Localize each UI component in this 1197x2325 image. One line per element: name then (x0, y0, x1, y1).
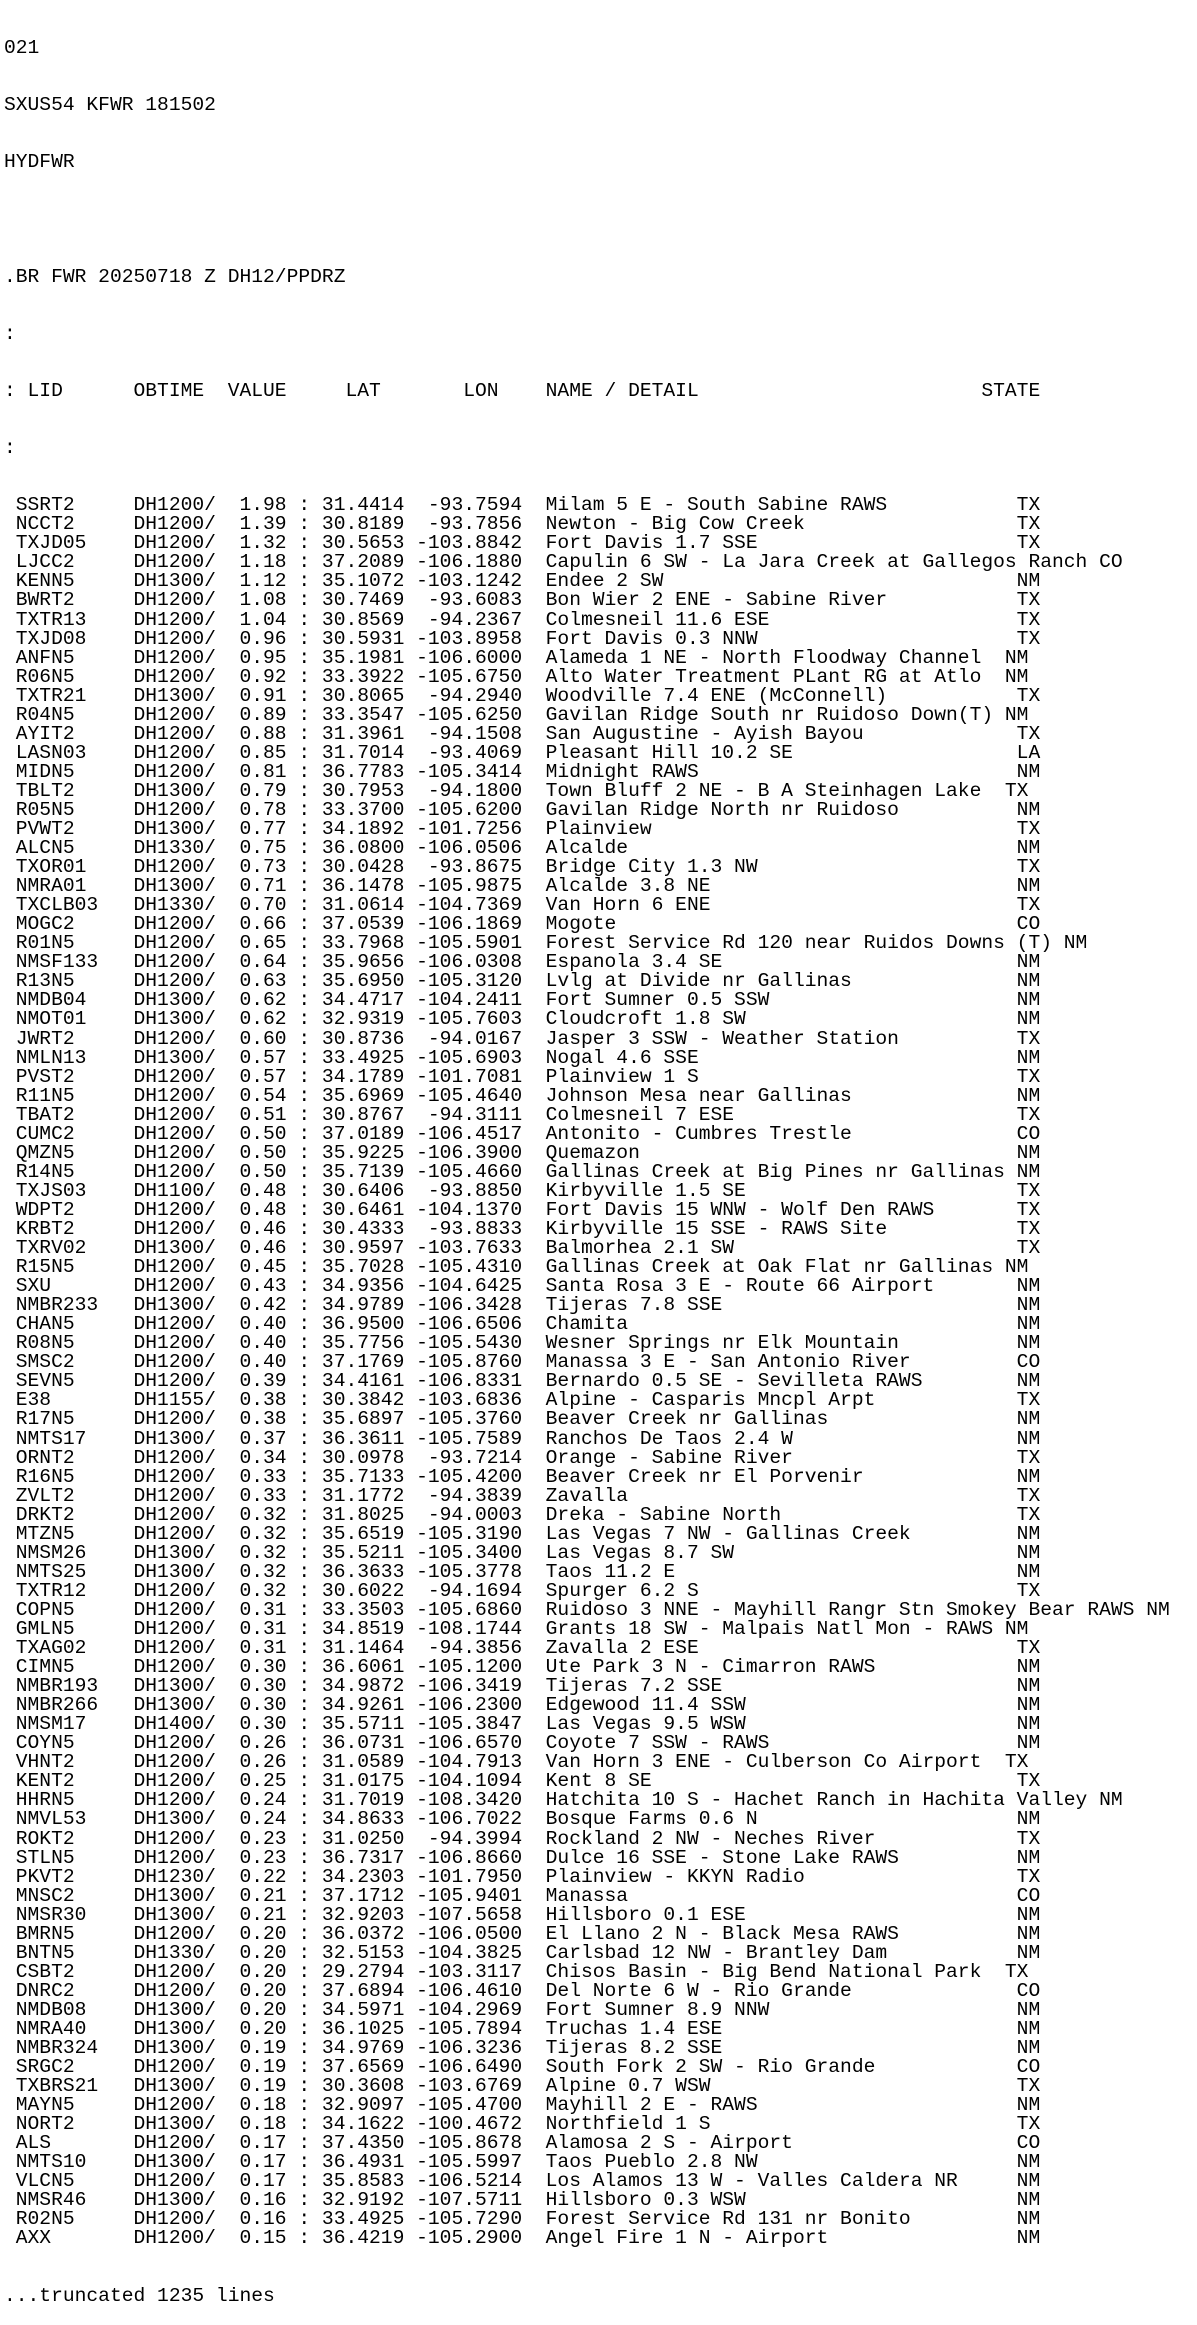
station-row: NMBR324 DH1300/ 0.19 : 34.9769 -106.3236 Tijeras 8.2 SSE NM (3, 2037, 1041, 2060)
station-row: ANFN5 DH1200/ 0.95 : 35.1981 -106.6000 Alameda 1 NE - North Floodway Channel NM (3, 646, 1029, 669)
station-row: BWRT2 DH1200/ 1.08 : 30.7469 -93.6083 Bon Wier 2 ENE - Sabine River TX (3, 589, 1041, 612)
station-row: CSBT2 DH1200/ 0.20 : 29.2794 -103.3117 Chisos Basin - Big Bend National Park TX (3, 1960, 1029, 1983)
br-header-line: .BR FWR 20250718 Z DH12/PPDRZ (3, 265, 346, 288)
station-row: QMZN5 DH1200/ 0.50 : 35.9225 -106.3900 Quemazon NM (3, 1141, 1041, 1164)
station-row: TBAT2 DH1200/ 0.51 : 30.8767 -94.3111 Colmesneil 7 ESE TX (3, 1103, 1041, 1126)
station-row: NMSM26 DH1300/ 0.32 : 35.5211 -105.3400 Las Vegas 8.7 SW NM (3, 1541, 1041, 1564)
header-product-id: HYDFWR (3, 151, 75, 174)
station-row: PVWT2 DH1300/ 0.77 : 34.1892 -101.7256 Plainview TX (3, 818, 1041, 841)
station-row: NMSM17 DH1400/ 0.30 : 35.5711 -105.3847 Las Vegas 9.5 WSW NM (3, 1713, 1041, 1736)
station-row: NMRA01 DH1300/ 0.71 : 36.1478 -105.9875 Alcalde 3.8 NE NM (3, 875, 1041, 898)
station-row: R17N5 DH1200/ 0.38 : 35.6897 -105.3760 Beaver Creek nr Gallinas NM (3, 1408, 1041, 1431)
station-row: SRGC2 DH1200/ 0.19 : 37.6569 -106.6490 South Fork 2 SW - Rio Grande CO (3, 2056, 1041, 2079)
station-row: NMBR266 DH1300/ 0.30 : 34.9261 -106.2300 Edgewood 11.4 SSW NM (3, 1694, 1041, 1717)
station-row: NMRA40 DH1300/ 0.20 : 36.1025 -105.7894 Truchas 1.4 ESE NM (3, 2017, 1041, 2040)
station-row: R02N5 DH1200/ 0.16 : 33.4925 -105.7290 Forest Service Rd 131 nr Bonito NM (3, 2208, 1041, 2231)
station-row: R14N5 DH1200/ 0.50 : 35.7139 -105.4660 Gallinas Creek at Big Pines nr Gallinas NM (3, 1160, 1041, 1183)
station-rows (4, 496, 1187, 2248)
comment-line: : (3, 322, 16, 345)
station-row: MIDN5 DH1200/ 0.81 : 36.7783 -105.3414 Midnight RAWS NM (3, 760, 1041, 783)
station-row: VHNT2 DH1200/ 0.26 : 31.0589 -104.7913 Van Horn 3 ENE - Culberson Co Airport TX (3, 1751, 1029, 1774)
station-row: TXJD08 DH1200/ 0.96 : 30.5931 -103.8958 Fort Davis 0.3 NNW TX (3, 627, 1041, 650)
station-row: ALS DH1200/ 0.17 : 37.4350 -105.8678 Alamosa 2 S - Airport CO (3, 2132, 1041, 2155)
station-row: COYN5 DH1200/ 0.26 : 36.0731 -106.6570 Coyote 7 SSW - RAWS NM (3, 1732, 1041, 1755)
station-row: E38 DH1155/ 0.38 : 30.3842 -103.6836 Alpine - Casparis Mncpl Arpt TX (3, 1389, 1041, 1412)
header-sequence: 021 (3, 37, 40, 60)
station-row: STLN5 DH1200/ 0.23 : 36.7317 -106.8660 Dulce 16 SSE - Stone Lake RAWS NM (3, 1846, 1041, 1869)
station-row: ORNT2 DH1200/ 0.34 : 30.0978 -93.7214 Orange - Sabine River TX (3, 1446, 1041, 1469)
station-row: JWRT2 DH1200/ 0.60 : 30.8736 -94.0167 Jasper 3 SSW - Weather Station TX (3, 1027, 1041, 1050)
station-row: NMDB04 DH1300/ 0.62 : 34.4717 -104.2411 Fort Sumner 0.5 SSW NM (3, 989, 1041, 1012)
station-row: ALCN5 DH1330/ 0.75 : 36.0800 -106.0506 Alcalde NM (3, 837, 1041, 860)
station-row: TXTR13 DH1200/ 1.04 : 30.8569 -94.2367 Colmesneil 11.6 ESE TX (3, 608, 1041, 631)
station-row: TXAG02 DH1200/ 0.31 : 31.1464 -94.3856 Zavalla 2 ESE TX (3, 1637, 1041, 1660)
station-row: COPN5 DH1200/ 0.31 : 33.3503 -105.6860 Ruidoso 3 NNE - Mayhill Rangr Stn Smokey Bear RAWS NM (3, 1598, 1170, 1621)
station-row: LJCC2 DH1200/ 1.18 : 37.2089 -106.1880 Capulin 6 SW - La Jara Creek at Gallegos Ranch CO (3, 551, 1123, 574)
station-row: NMSF133 DH1200/ 0.64 : 35.9656 -106.0308 Espanola 3.4 SE NM (3, 951, 1041, 974)
station-row: CHAN5 DH1200/ 0.40 : 36.9500 -106.6506 Chamita NM (3, 1313, 1041, 1336)
header-wmo-id: SXUS54 KFWR 181502 (3, 94, 216, 117)
blank-line (4, 211, 1187, 230)
station-row: SXU DH1200/ 0.43 : 34.9356 -104.6425 Santa Rosa 3 E - Route 66 Airport NM (3, 1275, 1041, 1298)
station-row: DNRC2 DH1200/ 0.20 : 37.6894 -106.4610 Del Norte 6 W - Rio Grande CO (3, 1979, 1041, 2002)
station-row: R13N5 DH1200/ 0.63 : 35.6950 -105.3120 Lvlg at Divide nr Gallinas NM (3, 970, 1041, 993)
station-row: NMBR233 DH1300/ 0.42 : 34.9789 -106.3428 Tijeras 7.8 SSE NM (3, 1294, 1041, 1317)
station-row: NMTS10 DH1300/ 0.17 : 36.4931 -105.5997 Taos Pueblo 2.8 NW NM (3, 2151, 1041, 2174)
station-row: DRKT2 DH1200/ 0.32 : 31.8025 -94.0003 Dreka - Sabine North TX (3, 1503, 1041, 1526)
station-row: R01N5 DH1200/ 0.65 : 33.7968 -105.5901 Forest Service Rd 120 near Ruidos Downs (T) NM (3, 932, 1088, 955)
station-row: CIMN5 DH1200/ 0.30 : 36.6061 -105.1200 Ute Park 3 N - Cimarron RAWS NM (3, 1656, 1041, 1679)
station-row: PVST2 DH1200/ 0.57 : 34.1789 -101.7081 Plainview 1 S TX (3, 1065, 1041, 1088)
station-row: TXRV02 DH1300/ 0.46 : 30.9597 -103.7633 Balmorhea 2.1 SW TX (3, 1237, 1041, 1260)
station-row: NMSR46 DH1300/ 0.16 : 32.9192 -107.5711 Hillsboro 0.3 WSW NM (3, 2189, 1041, 2212)
station-row: NMSR30 DH1300/ 0.21 : 32.9203 -107.5658 Hillsboro 0.1 ESE NM (3, 1903, 1041, 1926)
station-row: BNTN5 DH1330/ 0.20 : 32.5153 -104.3825 Carlsbad 12 NW - Brantley Dam NM (3, 1941, 1041, 1964)
station-row: TXCLB03 DH1330/ 0.70 : 31.0614 -104.7369 Van Horn 6 ENE TX (3, 894, 1041, 917)
station-row: TBLT2 DH1300/ 0.79 : 30.7953 -94.1800 Town Bluff 2 NE - B A Steinhagen Lake TX (3, 779, 1029, 802)
station-row: NMOT01 DH1300/ 0.62 : 32.9319 -105.7603 Cloudcroft 1.8 SW NM (3, 1008, 1041, 1031)
station-row: NMTS25 DH1300/ 0.32 : 36.3633 -105.3778 Taos 11.2 E NM (3, 1560, 1041, 1583)
station-row: KENN5 DH1300/ 1.12 : 35.1072 -103.1242 Endee 2 SW NM (3, 570, 1041, 593)
station-row: TXOR01 DH1200/ 0.73 : 30.0428 -93.8675 Bridge City 1.3 NW TX (3, 856, 1041, 879)
station-row: TXTR21 DH1300/ 0.91 : 30.8065 -94.2940 Woodville 7.4 ENE (McConnell) TX (3, 684, 1041, 707)
station-row: VLCN5 DH1200/ 0.17 : 35.8583 -106.5214 Los Alamos 13 W - Valles Caldera NR NM (3, 2170, 1041, 2193)
station-row: TXBRS21 DH1300/ 0.19 : 30.3608 -103.6769 Alpine 0.7 WSW TX (3, 2075, 1041, 2098)
station-row: SMSC2 DH1200/ 0.40 : 37.1769 -105.8760 Manassa 3 E - San Antonio River CO (3, 1351, 1041, 1374)
station-row: ZVLT2 DH1200/ 0.33 : 31.1772 -94.3839 Zavalla TX (3, 1484, 1041, 1507)
comment-line: : (3, 437, 16, 460)
station-row: KENT2 DH1200/ 0.25 : 31.0175 -104.1094 Kent 8 SE TX (3, 1770, 1041, 1793)
station-row: NCCT2 DH1200/ 1.39 : 30.8189 -93.7856 Newton - Big Cow Creek TX (3, 513, 1041, 536)
station-row: NORT2 DH1300/ 0.18 : 34.1622 -100.4672 Northfield 1 S TX (3, 2113, 1041, 2136)
column-headers: : LID OBTIME VALUE LAT LON NAME / DETAIL STATE (3, 379, 1041, 402)
station-row: MAYN5 DH1200/ 0.18 : 32.9097 -105.4700 Mayhill 2 E - RAWS NM (3, 2094, 1041, 2117)
station-row: R06N5 DH1200/ 0.92 : 33.3922 -105.6750 Alto Water Treatment PLant RG at Atlo NM (3, 665, 1029, 688)
station-row: MTZN5 DH1200/ 0.32 : 35.6519 -105.3190 Las Vegas 7 NW - Gallinas Creek NM (3, 1522, 1041, 1545)
truncation-note: ...truncated 1235 lines (3, 2284, 275, 2307)
station-row: AXX DH1200/ 0.15 : 36.4219 -105.2900 Angel Fire 1 N - Airport NM (3, 2227, 1041, 2250)
station-row: GMLN5 DH1200/ 0.31 : 34.8519 -108.1744 Grants 18 SW - Malpais Natl Mon - RAWS NM (3, 1617, 1029, 1640)
station-row: R05N5 DH1200/ 0.78 : 33.3700 -105.6200 Gavilan Ridge North nr Ruidoso NM (3, 798, 1041, 821)
station-row: CUMC2 DH1200/ 0.50 : 37.0189 -106.4517 Antonito - Cumbres Trestle CO (3, 1122, 1041, 1145)
station-row: KRBT2 DH1200/ 0.46 : 30.4333 -93.8833 Kirbyville 15 SSE - RAWS Site TX (3, 1218, 1041, 1240)
station-row: NMVL53 DH1300/ 0.24 : 34.8633 -106.7022 Bosque Farms 0.6 N NM (3, 1808, 1041, 1831)
station-row: LASN03 DH1200/ 0.85 : 31.7014 -93.4069 Pleasant Hill 10.2 SE LA (3, 741, 1041, 764)
station-row: BMRN5 DH1200/ 0.20 : 36.0372 -106.0500 El Llano 2 N - Black Mesa RAWS NM (3, 1922, 1041, 1945)
station-row: R16N5 DH1200/ 0.33 : 35.7133 -105.4200 Beaver Creek nr El Porvenir NM (3, 1465, 1041, 1488)
station-row: TXJD05 DH1200/ 1.32 : 30.5653 -103.8842 Fort Davis 1.7 SSE TX (3, 532, 1041, 555)
station-row: R08N5 DH1200/ 0.40 : 35.7756 -105.5430 Wesner Springs nr Elk Mountain NM (3, 1332, 1041, 1355)
station-row: ROKT2 DH1200/ 0.23 : 31.0250 -94.3994 Rockland 2 NW - Neches River TX (3, 1827, 1041, 1850)
station-row: R04N5 DH1200/ 0.89 : 33.3547 -105.6250 Gavilan Ridge South nr Ruidoso Down(T) NM (3, 703, 1029, 726)
station-row: MNSC2 DH1300/ 0.21 : 37.1712 -105.9401 Manassa CO (3, 1884, 1041, 1907)
station-row: R11N5 DH1200/ 0.54 : 35.6969 -105.4640 Johnson Mesa near Gallinas NM (3, 1084, 1041, 1107)
station-row: NMBR193 DH1300/ 0.30 : 34.9872 -106.3419 Tijeras 7.2 SSE NM (3, 1675, 1041, 1698)
station-row: AYIT2 DH1200/ 0.88 : 31.3961 -94.1508 San Augustine - Ayish Bayou TX (3, 722, 1041, 745)
station-row: SEVN5 DH1200/ 0.39 : 34.4161 -106.8331 Bernardo 0.5 SE - Sevilleta RAWS NM (3, 1370, 1041, 1393)
station-row: R15N5 DH1200/ 0.45 : 35.7028 -105.4310 Gallinas Creek at Oak Flat nr Gallinas NM (3, 1256, 1029, 1279)
station-row: PKVT2 DH1230/ 0.22 : 34.2303 -101.7950 Plainview - KKYN Radio TX (3, 1865, 1041, 1888)
station-row: NMTS17 DH1300/ 0.37 : 36.3611 -105.7589 Ranchos De Taos 2.4 W NM (3, 1427, 1041, 1450)
station-row: TXJS03 DH1100/ 0.48 : 30.6406 -93.8850 Kirbyville 1.5 SE TX (3, 1179, 1041, 1202)
station-row: SSRT2 DH1200/ 1.98 : 31.4414 -93.7594 Milam 5 E - South Sabine RAWS TX (3, 494, 1041, 517)
station-row: TXTR12 DH1200/ 0.32 : 30.6022 -94.1694 Spurger 6.2 S TX (3, 1579, 1041, 1602)
station-row: MOGC2 DH1200/ 0.66 : 37.0539 -106.1869 Mogote CO (3, 913, 1041, 936)
station-row: WDPT2 DH1200/ 0.48 : 30.6461 -104.1370 Fort Davis 15 WNW - Wolf Den RAWS TX (3, 1198, 1041, 1221)
station-row: NMLN13 DH1300/ 0.57 : 33.4925 -105.6903 Nogal 4.6 SSE NM (3, 1046, 1041, 1069)
station-row: NMDB08 DH1300/ 0.20 : 34.5971 -104.2969 Fort Sumner 8.9 NNW NM (3, 1998, 1041, 2021)
station-row: HHRN5 DH1200/ 0.24 : 31.7019 -108.3420 Hatchita 10 S - Hachet Ranch in Hachita Valley NM (3, 1789, 1123, 1812)
